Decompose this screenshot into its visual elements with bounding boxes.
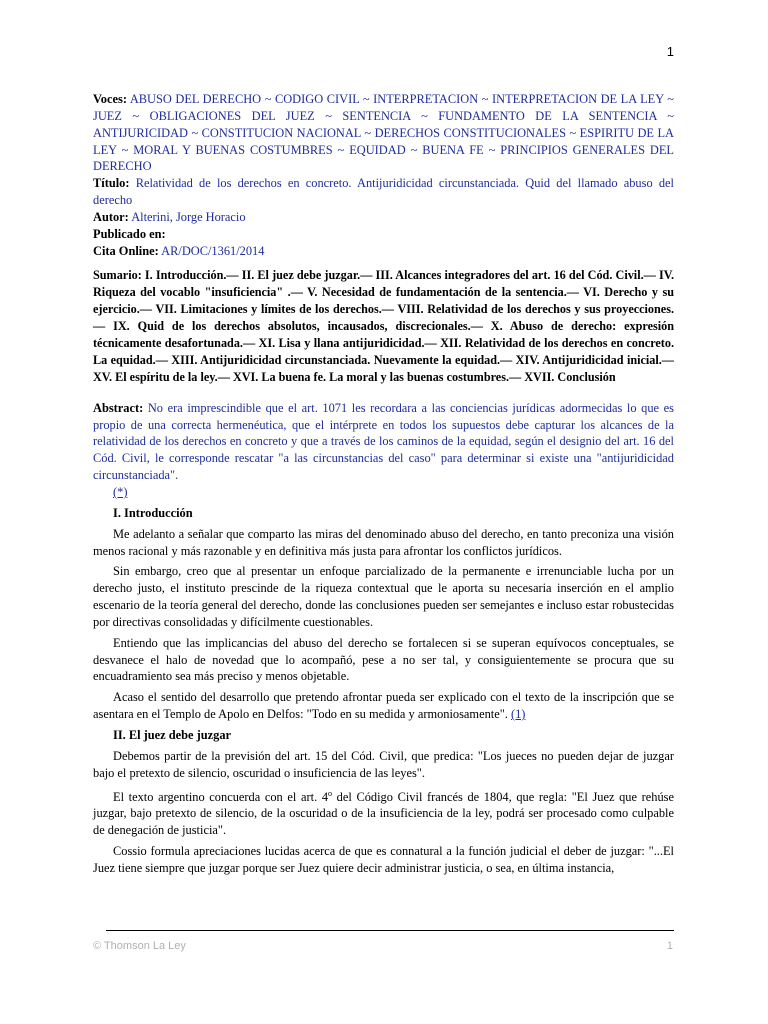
cita-label: Cita Online: <box>93 243 159 258</box>
publicado-label: Publicado en: <box>93 226 166 241</box>
autor-value[interactable]: Alterini, Jorge Horacio <box>131 209 246 224</box>
voces-label: Voces: <box>93 92 127 106</box>
autor-label: Autor: <box>93 209 129 224</box>
footnote-paragraph <box>93 484 674 501</box>
paragraph-text: El texto argentino concuerda con el art. 4 <box>113 789 329 804</box>
voces-line <box>93 91 674 175</box>
footer-copyright: © Thomson La Ley <box>93 940 186 952</box>
footnote-link-1[interactable]: (1) <box>510 707 526 722</box>
section-heading-juez: II. El juez debe juzgar <box>113 727 232 742</box>
document-body <box>93 91 674 877</box>
titulo-label: Título: <box>93 176 130 191</box>
footer-divider <box>106 930 674 931</box>
paragraph-text: Acaso el sentido del desarrollo que pretendo afrontar pueda ser explicado con el texto de la inscripción que se asentara en el Templo de Apolo en Delfos: "Todo en su medida y armoniosamente". <box>93 690 674 722</box>
sumario: Sumario: I. Introducción.— II. El juez debe juzgar.— III. Alcances integradores del art. 16 del Cód. Civil.— IV. Riqueza del vocablo "insuficiencia" .— V. Necesidad de fundamentación de la sentencia.— VI. Derecho y su ejercicio.— VII. Limitaciones y límites de los derechos.— VIII. Relatividad de los derechos y sus proyecciones.— IX. Quid de los derechos absolutos, incausados, discrecionales.— X. Abuso de derecho: expresión técnicamente desafortunada.— XI. Lisa y llana antijuridicidad.— XII. Relatividad de los derechos en concreto. La equidad.— XIII. Antijuridicidad circunstanciada. Nuevamente la equidad.— XIV. Antijuridicidad inicial.— XV. El espíritu de la ley.— XVI. La buena fe. La moral y las buenas costumbres.— XVII. Conclusión <box>93 268 674 384</box>
superscript: o <box>328 788 333 798</box>
section-heading-introduccion: I. Introducción <box>113 505 193 520</box>
paragraph: Me adelanto a señalar que comparto las miras del denominado abuso del derecho, en tanto preconiza una visión menos racional y más razonable y en definitiva más justa para afrontar los conflictos jurídicos. <box>93 526 674 558</box>
footnote-link[interactable]: (*) <box>113 485 128 499</box>
paragraph-text: del Código Civil francés de 1804, que regla: "El Juez que rehúse juzgar, bajo pretexto de silencio, de la oscuridad o de la insuficiencia de la ley, podrá ser procesado como culpable de denegación de justicia". <box>93 789 674 838</box>
publicado-line <box>93 226 674 243</box>
paragraph: Debemos partir de la previsión del art. 15 del Cód. Civil, que predica: "Los jueces no pueden dejar de juzgar bajo el pretexto de silencio, oscuridad o insuficiencia de las leyes". <box>93 748 674 780</box>
abstract-label: Abstract: <box>93 400 144 415</box>
paragraph: Cossio formula apreciaciones lucidas acerca de que es connatural a la función judicial el deber de juzgar: "...El Juez tiene siempre que juzgar porque ser Juez quiere decir administrar justicia, o sea, en última instancia, <box>93 844 674 875</box>
footer-page-number: 1 <box>666 940 673 952</box>
abstract <box>93 400 674 484</box>
voces-keywords[interactable]: ABUSO DEL DERECHO ~ CODIGO CIVIL ~ INTERPRETACION ~ INTERPRETACION DE LA LEY ~ JUEZ ~ OBLIGACIONES DEL JUEZ ~ SENTENCIA ~ FUNDAMENTO DE LA SENTENCIA ~ ANTIJURICIDAD ~ CONSTITUCION NACIONAL ~ DERECHOS CONSTITUCIONALES ~ ESPIRITU DE LA LEY ~ MORAL Y BUENAS COSTUMBRES ~ EQUIDAD ~ BUENA FE ~ PRINCIPIOS GENERALES DEL DERECHO <box>93 92 674 174</box>
abstract-text: No era imprescindible que el art. 1071 les recordara a las conciencias jurídicas adormecidas lo que es propio de una correcta hermenéutica, que el intérprete en todos los supuestos debe capturar los alcances de la relatividad de los derechos en concreto y que a través de los caminos de la equidad, según el designio del art. 16 del Cód. Civil, le corresponde rescatar "a las circunstancias del caso" para determinar si existe una "antijuridicidad circunstanciada". <box>93 400 674 483</box>
paragraph: Entiendo que las implicancias del abuso del derecho se fortalecen si se superan equívocos conceptuales, se desvanece el halo de novedad que lo acompañó, pese a no ser tal, y consiguientemente se procura que su encuadramiento sea más preciso y menos objetable. <box>93 635 674 684</box>
paragraph: Sin embargo, creo que al presentar un enfoque parcializado de la permanente e irrenunciable lucha por un derecho justo, el instituto prescinde de la riqueza contextual que le aporta su necesaria inserción en el amplio escenario de la teoría general del derecho, donde las conclusiones pueden ser semejantes e incluso estar robustecidas por directivas consolidadas y difícilmente cuestionables. <box>93 564 674 629</box>
page-number-top: 1 <box>666 44 674 59</box>
paragraph <box>93 689 674 723</box>
paragraph <box>93 786 674 840</box>
titulo-line <box>93 175 674 209</box>
cita-value[interactable]: AR/DOC/1361/2014 <box>161 243 265 258</box>
autor-line <box>93 209 674 226</box>
titulo-value[interactable]: Relatividad de los derechos en concreto. Antijuridicidad circunstanciada. Quid del llamado abuso del derecho <box>93 176 674 208</box>
cita-line <box>93 243 674 260</box>
